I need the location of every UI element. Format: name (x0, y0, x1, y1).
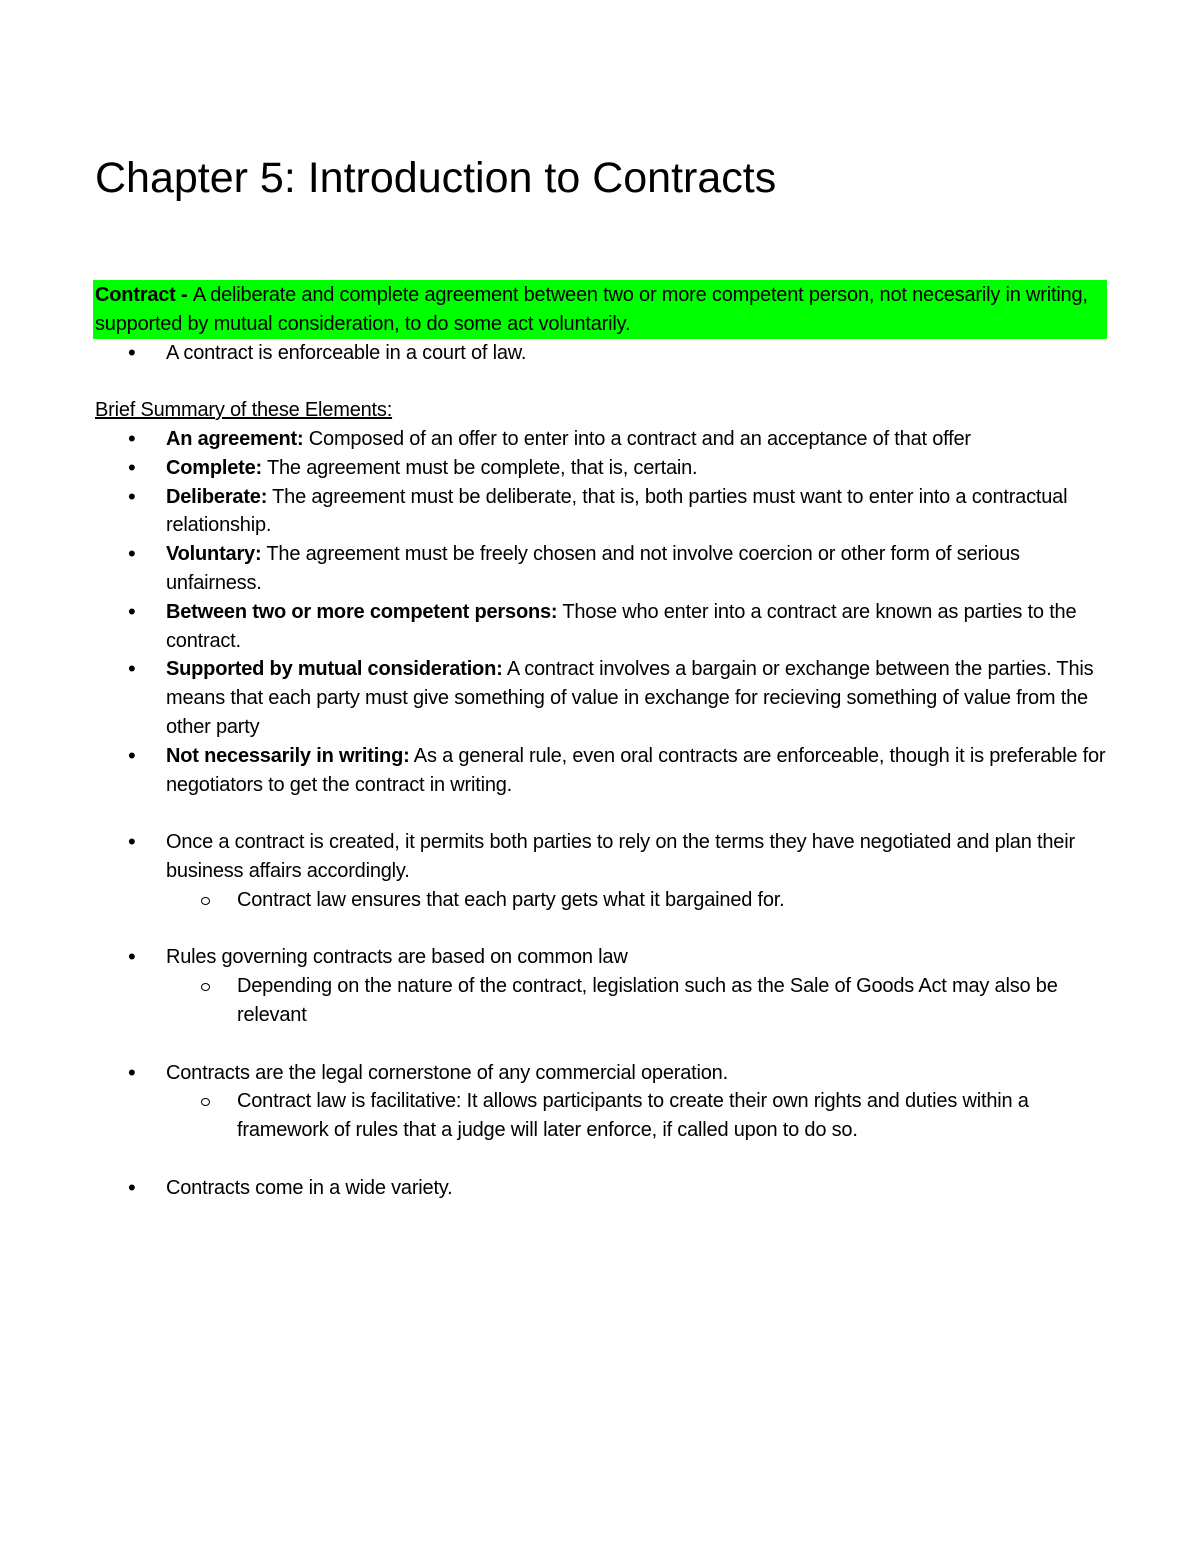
list-item (95, 540, 1107, 598)
sub-list (166, 972, 1107, 1030)
notes-list-2 (95, 943, 1107, 1029)
definition-term: Contract - (95, 284, 193, 306)
spacer (95, 1030, 1107, 1059)
list-item (95, 454, 1107, 483)
list-item (95, 425, 1107, 454)
element-term: Complete: (166, 456, 262, 479)
list-item-text: A contract is enforceable in a court of law. (166, 341, 527, 364)
element-text: A contract involves a bargain or exchange between the parties. This means that each party must give something of value in exchange for recieving something of value from the other party (166, 658, 1094, 738)
sub-list (166, 886, 1107, 915)
element-term: Deliberate: (166, 485, 268, 508)
notes-list-1 (95, 828, 1107, 914)
definition-text: A deliberate and complete agreement between two or more competent person, not necesarily in writing, supported by mutual consideration, to do some act voluntarily. (95, 284, 1088, 335)
note-text: Contracts are the legal cornerstone of any commercial operation. (166, 1061, 728, 1084)
element-term: Voluntary: (166, 543, 262, 566)
sub-list-item (166, 886, 1107, 915)
element-term: An agreement: (166, 427, 304, 450)
element-text: As a general rule, even oral contracts are enforceable, though it is preferable for negotiators to get the contract in writing. (166, 744, 1106, 796)
list-item (95, 483, 1107, 541)
sub-list-item (166, 1087, 1107, 1145)
note-text: Rules governing contracts are based on common law (166, 946, 628, 969)
element-text: The agreement must be complete, that is, certain. (261, 456, 698, 479)
sub-note-text: Contract law ensures that each party gets what it bargained for. (237, 888, 785, 911)
contract-definition (93, 280, 1107, 339)
list-item (95, 828, 1107, 914)
list-item (95, 943, 1107, 1029)
element-term: Supported by mutual consideration: (166, 658, 503, 681)
summary-heading: Brief Summary of these Elements: (95, 399, 393, 422)
notes-list-4 (95, 1174, 1107, 1203)
element-term: Not necessarily in writing: (166, 744, 410, 767)
element-text: The agreement must be freely chosen and not involve coercion or other form of serious unfairness. (166, 543, 1020, 594)
list-item (95, 742, 1107, 800)
spacer (95, 367, 1107, 396)
spacer (95, 1145, 1107, 1174)
list-item (95, 339, 1107, 368)
page-title: Chapter 5: Introduction to Contracts (95, 154, 777, 202)
document-body (95, 280, 1107, 1203)
sub-list (166, 1087, 1107, 1145)
element-term: Between two or more competent persons: (166, 600, 558, 623)
sub-note-text: Contract law is facilitative: It allows participants to create their own rights and duties within a framework of rules that a judge will later enforce, if called upon to do so. (237, 1090, 1029, 1142)
list-item (95, 598, 1107, 656)
sub-list-item (166, 972, 1107, 1030)
spacer (95, 915, 1107, 944)
notes-list-3 (95, 1059, 1107, 1145)
spacer (95, 799, 1107, 828)
element-text: Those who enter into a contract are known as parties to the contract. (166, 600, 1077, 652)
elements-list (95, 425, 1107, 799)
list-item (95, 655, 1107, 741)
element-text: The agreement must be deliberate, that is, both parties must want to enter into a contractual relationship. (166, 485, 1068, 537)
note-text: Once a contract is created, it permits both parties to rely on the terms they have negotiated and plan their business affairs accordingly. (166, 831, 1075, 882)
list-item (95, 1174, 1107, 1203)
note-text: Contracts come in a wide variety. (166, 1176, 453, 1199)
list-item (95, 1059, 1107, 1145)
definition-points (95, 339, 1107, 368)
element-text: Composed of an offer to enter into a contract and an acceptance of that offer (303, 427, 971, 450)
sub-note-text: Depending on the nature of the contract, legislation such as the Sale of Goods Act may also be relevant (237, 975, 1058, 1026)
